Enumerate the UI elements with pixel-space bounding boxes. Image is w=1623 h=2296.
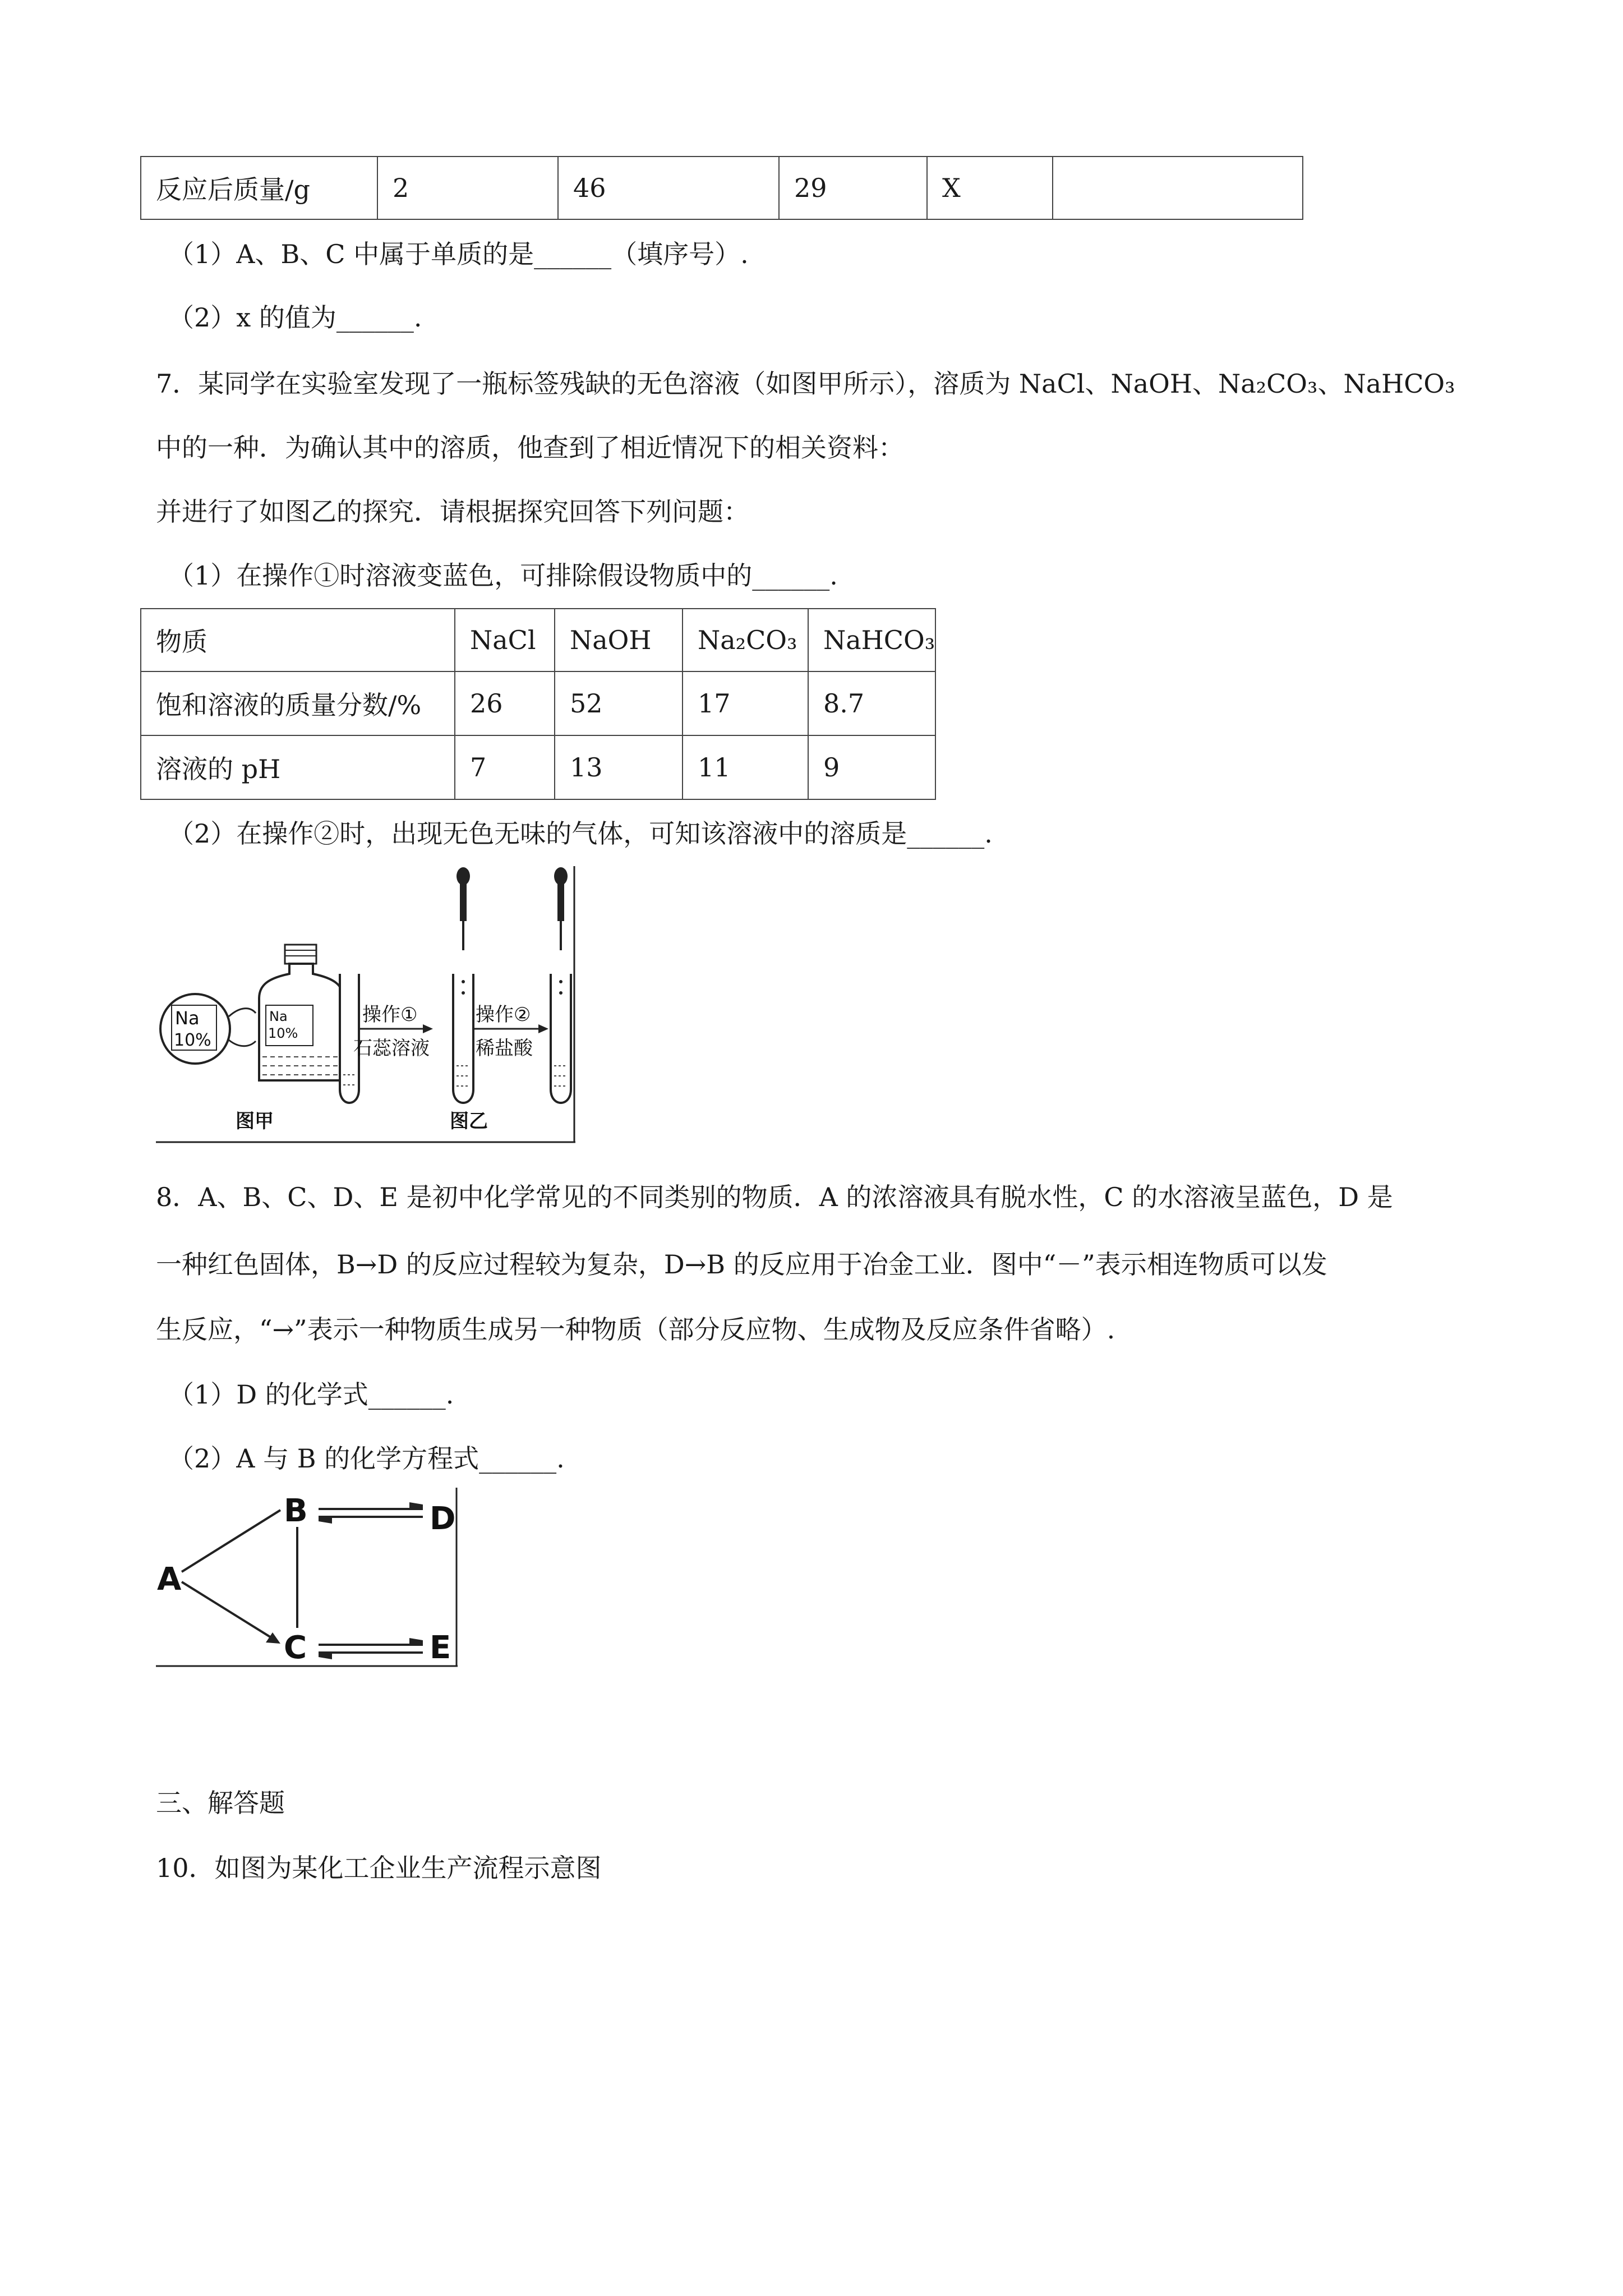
table-cell: 溶液的 pH <box>141 735 455 799</box>
operation-2-label: 操作② <box>476 1004 531 1026</box>
q8-stem-line-2: 一种红色固体，B→D 的反应过程较为复杂，D→B 的反应用于冶金工业．图中“－”表示相连物质可以发 <box>156 1249 1327 1280</box>
table-cell: 52 <box>555 671 683 735</box>
reagent-bottle-icon <box>259 945 343 1080</box>
caption-figure-b: 图乙 <box>450 1110 488 1133</box>
table-cell: 2 <box>377 157 558 219</box>
operation-1-label: 操作① <box>362 1004 418 1026</box>
node-b: B <box>284 1493 308 1529</box>
q7-stem-line-2: 中的一种．为确认其中的溶质，他查到了相近情况下的相关资料： <box>156 432 904 463</box>
table-cell: 26 <box>455 671 555 735</box>
node-a: A <box>157 1561 182 1598</box>
node-d: D <box>430 1501 456 1537</box>
table-header-cell: NaHCO₃ <box>808 609 935 671</box>
bottle-label-percent-text: 10% <box>268 1025 298 1041</box>
arrow-a-to-c-icon <box>182 1582 280 1644</box>
dropper-1-icon <box>457 867 470 950</box>
test-tube-2-icon <box>453 974 473 1103</box>
reagent-2-label: 稀盐酸 <box>476 1037 533 1060</box>
node-c: C <box>284 1630 307 1666</box>
table-header-cell: Na₂CO₃ <box>683 609 808 671</box>
magnified-label-icon <box>160 994 256 1064</box>
reagent-1-label: 石蕊溶液 <box>353 1037 430 1060</box>
table-cell <box>1053 157 1303 219</box>
bottle-label-na-text: Na <box>269 1009 288 1024</box>
q6-subquestion-2: （2）x 的值为______. <box>168 302 422 333</box>
table-cell: 46 <box>558 157 779 219</box>
q7-subquestion-1: （1）在操作①时溶液变蓝色，可排除假设物质中的______. <box>168 560 838 591</box>
table-header-cell: NaCl <box>455 609 555 671</box>
q8-stem-line-1: 8．A、B、C、D、E 是初中化学常见的不同类别的物质．A 的浓溶液具有脱水性，C 的水溶液呈蓝色，D 是 <box>156 1182 1393 1212</box>
arrows-c-e-icon <box>319 1638 423 1659</box>
q7-subquestion-2: （2）在操作②时，出现无色无味的气体，可知该溶液中的溶质是______. <box>168 818 993 849</box>
arrows-b-d-icon <box>319 1502 423 1524</box>
table-cell: 反应后质量/g <box>141 157 377 219</box>
q8-subquestion-2: （2）A 与 B 的化学方程式______. <box>168 1443 565 1474</box>
table-header-row <box>141 609 935 671</box>
label-percent-text: 10% <box>174 1030 211 1050</box>
section-3-heading: 三、解答题 <box>156 1788 285 1818</box>
q8-subquestion-1: （1）D 的化学式______. <box>168 1379 454 1410</box>
q7-stem-line-3: 并进行了如图乙的探究．请根据探究回答下列问题： <box>156 496 749 527</box>
solubility-ph-table <box>140 608 936 800</box>
table-cell: 8.7 <box>808 671 935 735</box>
q6-subquestion-1: （1）A、B、C 中属于单质的是______（填序号）. <box>168 239 749 269</box>
table-cell: X <box>927 157 1053 219</box>
substance-relation-diagram <box>156 1488 459 1667</box>
table-row <box>141 671 935 735</box>
table-cell: 饱和溶液的质量分数/% <box>141 671 455 735</box>
table-cell: 17 <box>683 671 808 735</box>
edge-a-b <box>182 1510 280 1572</box>
dropper-2-icon <box>554 867 568 950</box>
test-tube-3-icon <box>551 974 571 1103</box>
q10-stem: 10．如图为某化工企业生产流程示意图 <box>156 1853 602 1883</box>
q7-stem-line-1: 7．某同学在实验室发现了一瓶标签残缺的无色溶液（如图甲所示），溶质为 NaCl、NaOH、Na₂CO₃、NaHCO₃ <box>156 369 1455 399</box>
table-cell: 29 <box>779 157 927 219</box>
table-header-cell: 物质 <box>141 609 455 671</box>
table-row <box>141 735 935 799</box>
table-cell: 11 <box>683 735 808 799</box>
experiment-figure <box>156 866 577 1143</box>
table-cell: 7 <box>455 735 555 799</box>
table-header-cell: NaOH <box>555 609 683 671</box>
node-e: E <box>430 1630 451 1666</box>
caption-figure-a: 图甲 <box>236 1110 274 1133</box>
table-cell: 13 <box>555 735 683 799</box>
label-na-text: Na <box>175 1007 200 1029</box>
reaction-mass-table <box>140 156 1303 220</box>
table-cell: 9 <box>808 735 935 799</box>
table-row <box>141 157 1303 219</box>
q8-stem-line-3: 生反应，“→”表示一种物质生成另一种物质（部分反应物、生成物及反应条件省略）. <box>156 1314 1115 1345</box>
